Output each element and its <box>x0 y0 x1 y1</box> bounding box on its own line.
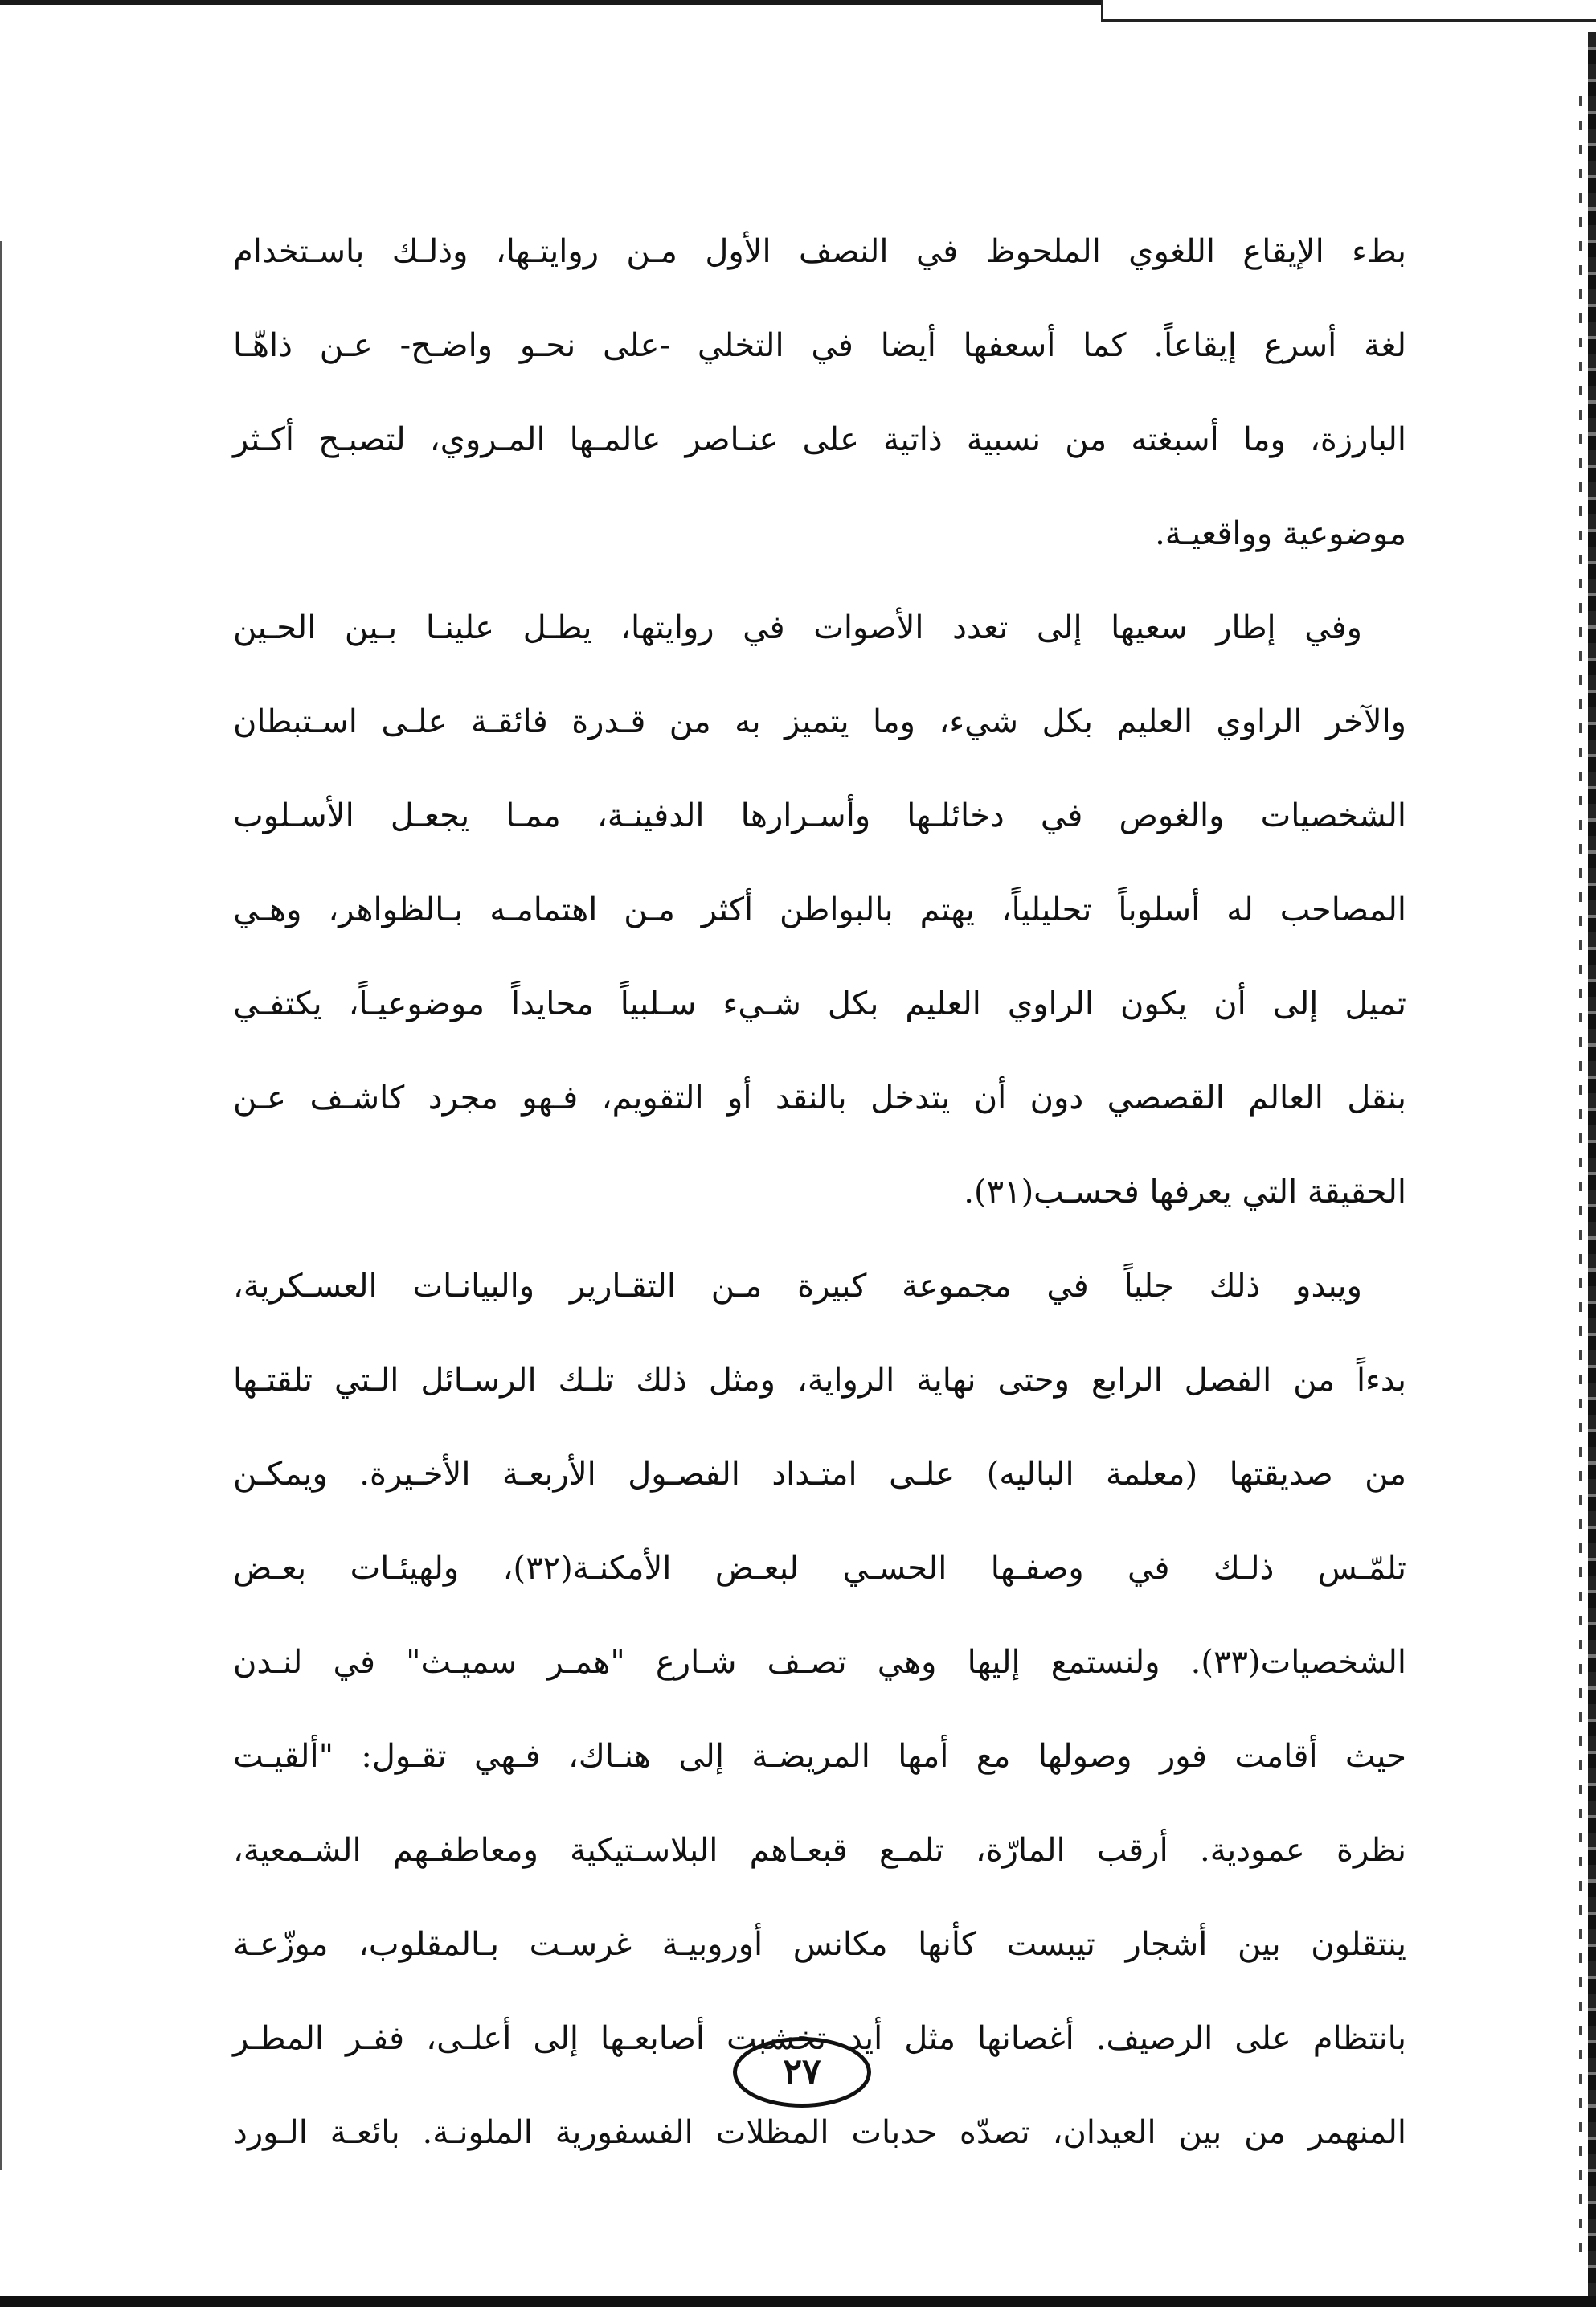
page-number: ٢٧ <box>783 2051 821 2092</box>
text-line: المصاحب له أسلوباً تحليلياً، يهتم بالبواطن أكثر مـن اهتمامـه بـالظواهر، وهـي <box>233 891 1406 928</box>
text-line: المنهمر من بين العيدان، تصدّه حدبات المظلات الفسفورية الملونـة. بائعـة الـورد <box>233 2114 1406 2151</box>
scan-edge-right-inner <box>1579 96 1582 2267</box>
scan-edge-bottom <box>0 2296 1596 2307</box>
text-line: الحقيقة التي يعرفها فحسـب(٣١). <box>964 1174 1406 1211</box>
text-line: ينتقلون بين أشجار تيبست كأنها مكانس أوروبيـة غرسـت بـالمقلوب، موزّعـة <box>233 1926 1406 1963</box>
scan-edge-left <box>0 241 2 2170</box>
scan-edge-notch <box>1101 0 1596 22</box>
text-line: موضوعية وواقعيـة. <box>1155 515 1406 552</box>
text-line: بنقل العالم القصصي دون أن يتدخل بالنقد أو التقويم، فـهو مجرد كاشـف عـن <box>233 1080 1406 1117</box>
text-line: حيث أقامت فور وصولها مع أمها المريضـة إلى هنـاك، فـهي تقـول: "ألقيـت <box>233 1738 1406 1775</box>
text-line: نظرة عمودية. أرقب المارّة، تلمـع قبعـاهم البلاسـتيكية ومعاطفـهم الشـمعية، <box>233 1832 1406 1869</box>
text-line: والآخر الراوي العليم بكل شيء، وما يتميز به من قـدرة فائقـة علـى اسـتبطان <box>233 703 1406 740</box>
text-line: بانتظام على الرصيف. أغصانها مثل أيد تخشبت أصابعـها إلى أعلـى، ففـر المطـر <box>233 2020 1406 2057</box>
body-text <box>233 205 1406 2180</box>
text-line: من صديقتها (معلمة الباليه) علـى امتـداد الفصـول الأربعـة الأخـيرة. ويمكـن <box>233 1456 1406 1493</box>
page-number-oval <box>733 2037 871 2108</box>
text-line: تلمّـس ذلـك في وصفـها الحسـي لبعـض الأمكنـة(٣٢)، ولهيئـات بعـض <box>233 1550 1406 1587</box>
text-line: لغة أسرع إيقاعاً. كما أسعفها أيضا في التخلي -على نحـو واضـح- عـن ذاهّـا <box>233 327 1406 364</box>
text-line: الشخصيات والغوص في دخائلـها وأسـرارها الدفينـة، ممـا يجعـل الأسـلوب <box>233 797 1406 834</box>
text-line: ويبدو ذلك جلياً في مجموعة كبيرة مـن التقـارير والبيانـات العسـكرية، <box>233 1268 1362 1305</box>
text-line: تميل إلى أن يكون الراوي العليم بكل شـيء سـلبياً محايداً موضوعيـاً، يكتفـي <box>233 985 1406 1022</box>
scan-edge-right <box>1588 32 1596 2307</box>
text-line: الشخصيات(٣٣). ولنستمع إليها وهي تصـف شـارع "همـر سميـث" في لنـدن <box>233 1644 1406 1681</box>
text-line: وفي إطار سعيها إلى تعدد الأصوات في روايتها، يطـل علينـا بـين الحـين <box>233 609 1362 646</box>
text-line: بدءاً من الفصل الرابع وحتى نهاية الرواية، ومثل ذلك تلـك الرسـائل الـتي تلقتـها <box>233 1362 1406 1399</box>
text-line: البارزة، وما أسبغته من نسبية ذاتية على عنـاصر عالمـها المـروي، لتصبـح أكـثر <box>233 421 1406 458</box>
text-line: بطء الإيقاع اللغوي الملحوظ في النصف الأول مـن روايتـها، وذلـك باسـتخدام <box>233 233 1406 270</box>
